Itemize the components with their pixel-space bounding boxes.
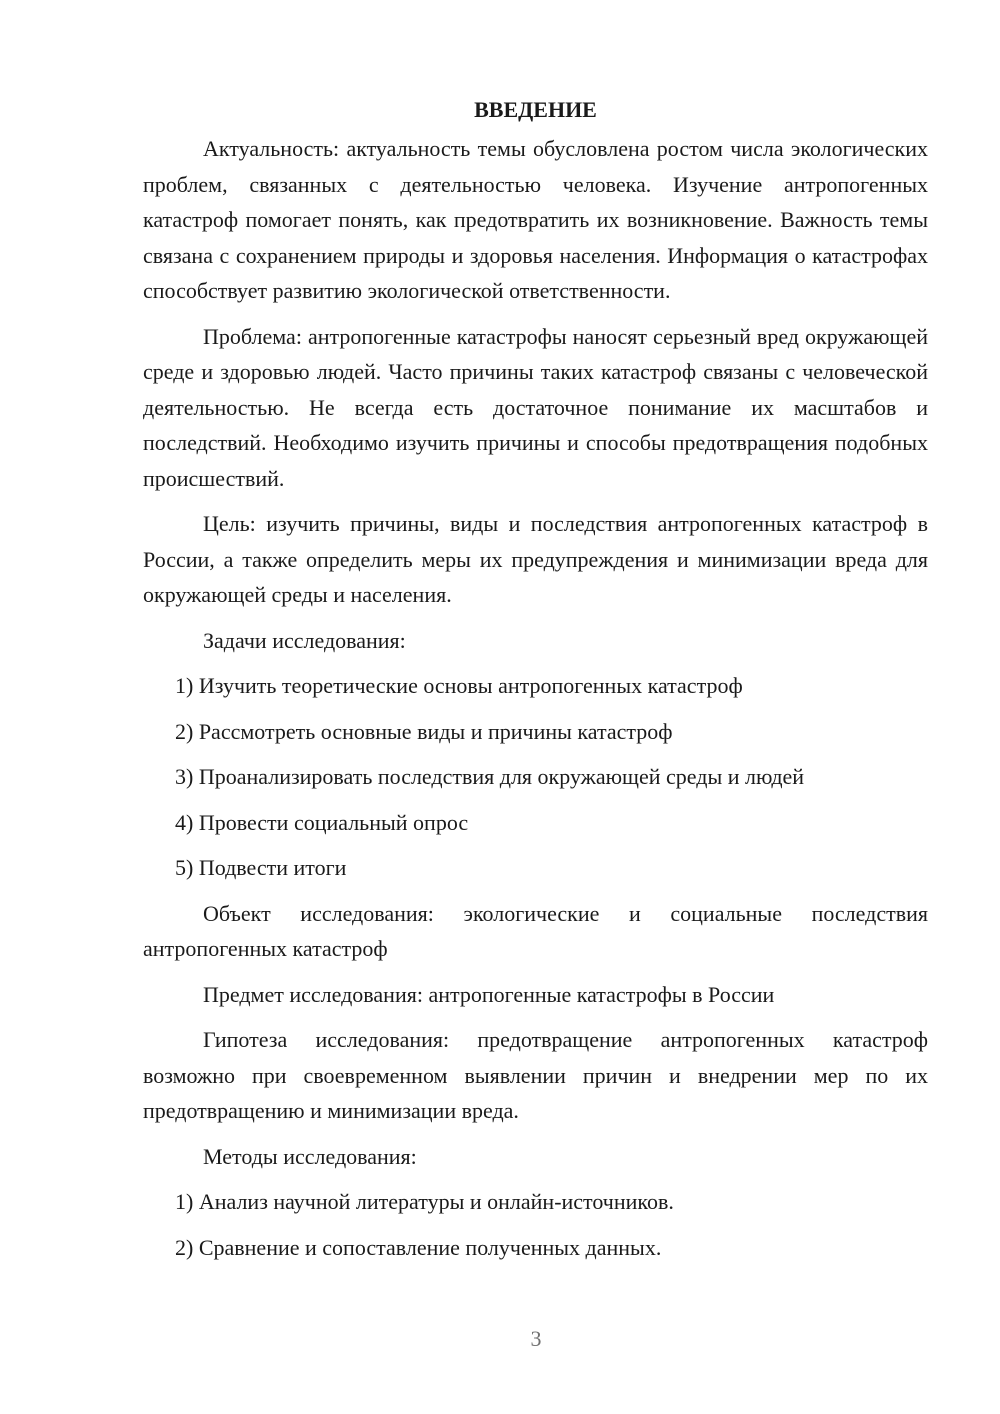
methods-title: Методы исследования:: [203, 1143, 417, 1169]
tasks-list: [143, 668, 928, 886]
list-item: 3) Проанализировать последствия для окружающей среды и людей: [175, 764, 805, 789]
relevance-paragraph: Актуальность: актуальность темы обусловлена ростом числа экологических проблем, связанных с деятельностью человека. Изучение антропогенных катастроф помогает понять, как предотвратить их возникновение. Важность темы связана с сохранением природы и здоровья населения. Информация о катастрофах способствует развитию экологической ответственности.: [143, 136, 928, 303]
list-item: 1) Анализ научной литературы и онлайн-источников.: [175, 1189, 674, 1214]
list-item: 4) Провести социальный опрос: [175, 809, 469, 835]
list-item: 2) Рассмотреть основные виды и причины катастроф: [175, 718, 673, 744]
list-item: 2) Сравнение и сопоставление полученных данных.: [175, 1234, 662, 1260]
subject-paragraph: Предмет исследования: антропогенные катастрофы в России: [203, 981, 775, 1007]
list-item: 1) Изучить теоретические основы антропогенных катастроф: [175, 673, 743, 698]
document-page: [143, 92, 928, 1275]
page-number: 3: [530, 1326, 542, 1351]
tasks-title: Задачи исследования:: [203, 627, 406, 653]
goal-paragraph: Цель: изучить причины, виды и последствия антропогенных катастроф в России, а также определить меры их предупреждения и минимизации вреда для окружающей среды и населения.: [143, 511, 928, 607]
hypothesis-paragraph: Гипотеза исследования: предотвращение антропогенных катастроф возможно при своевременном выявлении причин и внедрении мер по их предотвращению и минимизации вреда.: [143, 1027, 928, 1123]
list-item: 5) Подвести итоги: [175, 855, 347, 880]
section-heading: ВВЕДЕНИЕ: [474, 97, 597, 122]
object-paragraph: Объект исследования: экологические и социальные последствия антропогенных катастроф: [143, 900, 928, 961]
methods-list: [143, 1184, 928, 1265]
problem-paragraph: Проблема: антропогенные катастрофы наносят серьезный вред окружающей среде и здоровью людей. Часто причины таких катастроф связаны с человеческой деятельностью. Не всегда есть достаточное понимание их масштабов и последствий. Необходимо изучить причины и способы предотвращения подобных происшествий.: [143, 323, 928, 491]
